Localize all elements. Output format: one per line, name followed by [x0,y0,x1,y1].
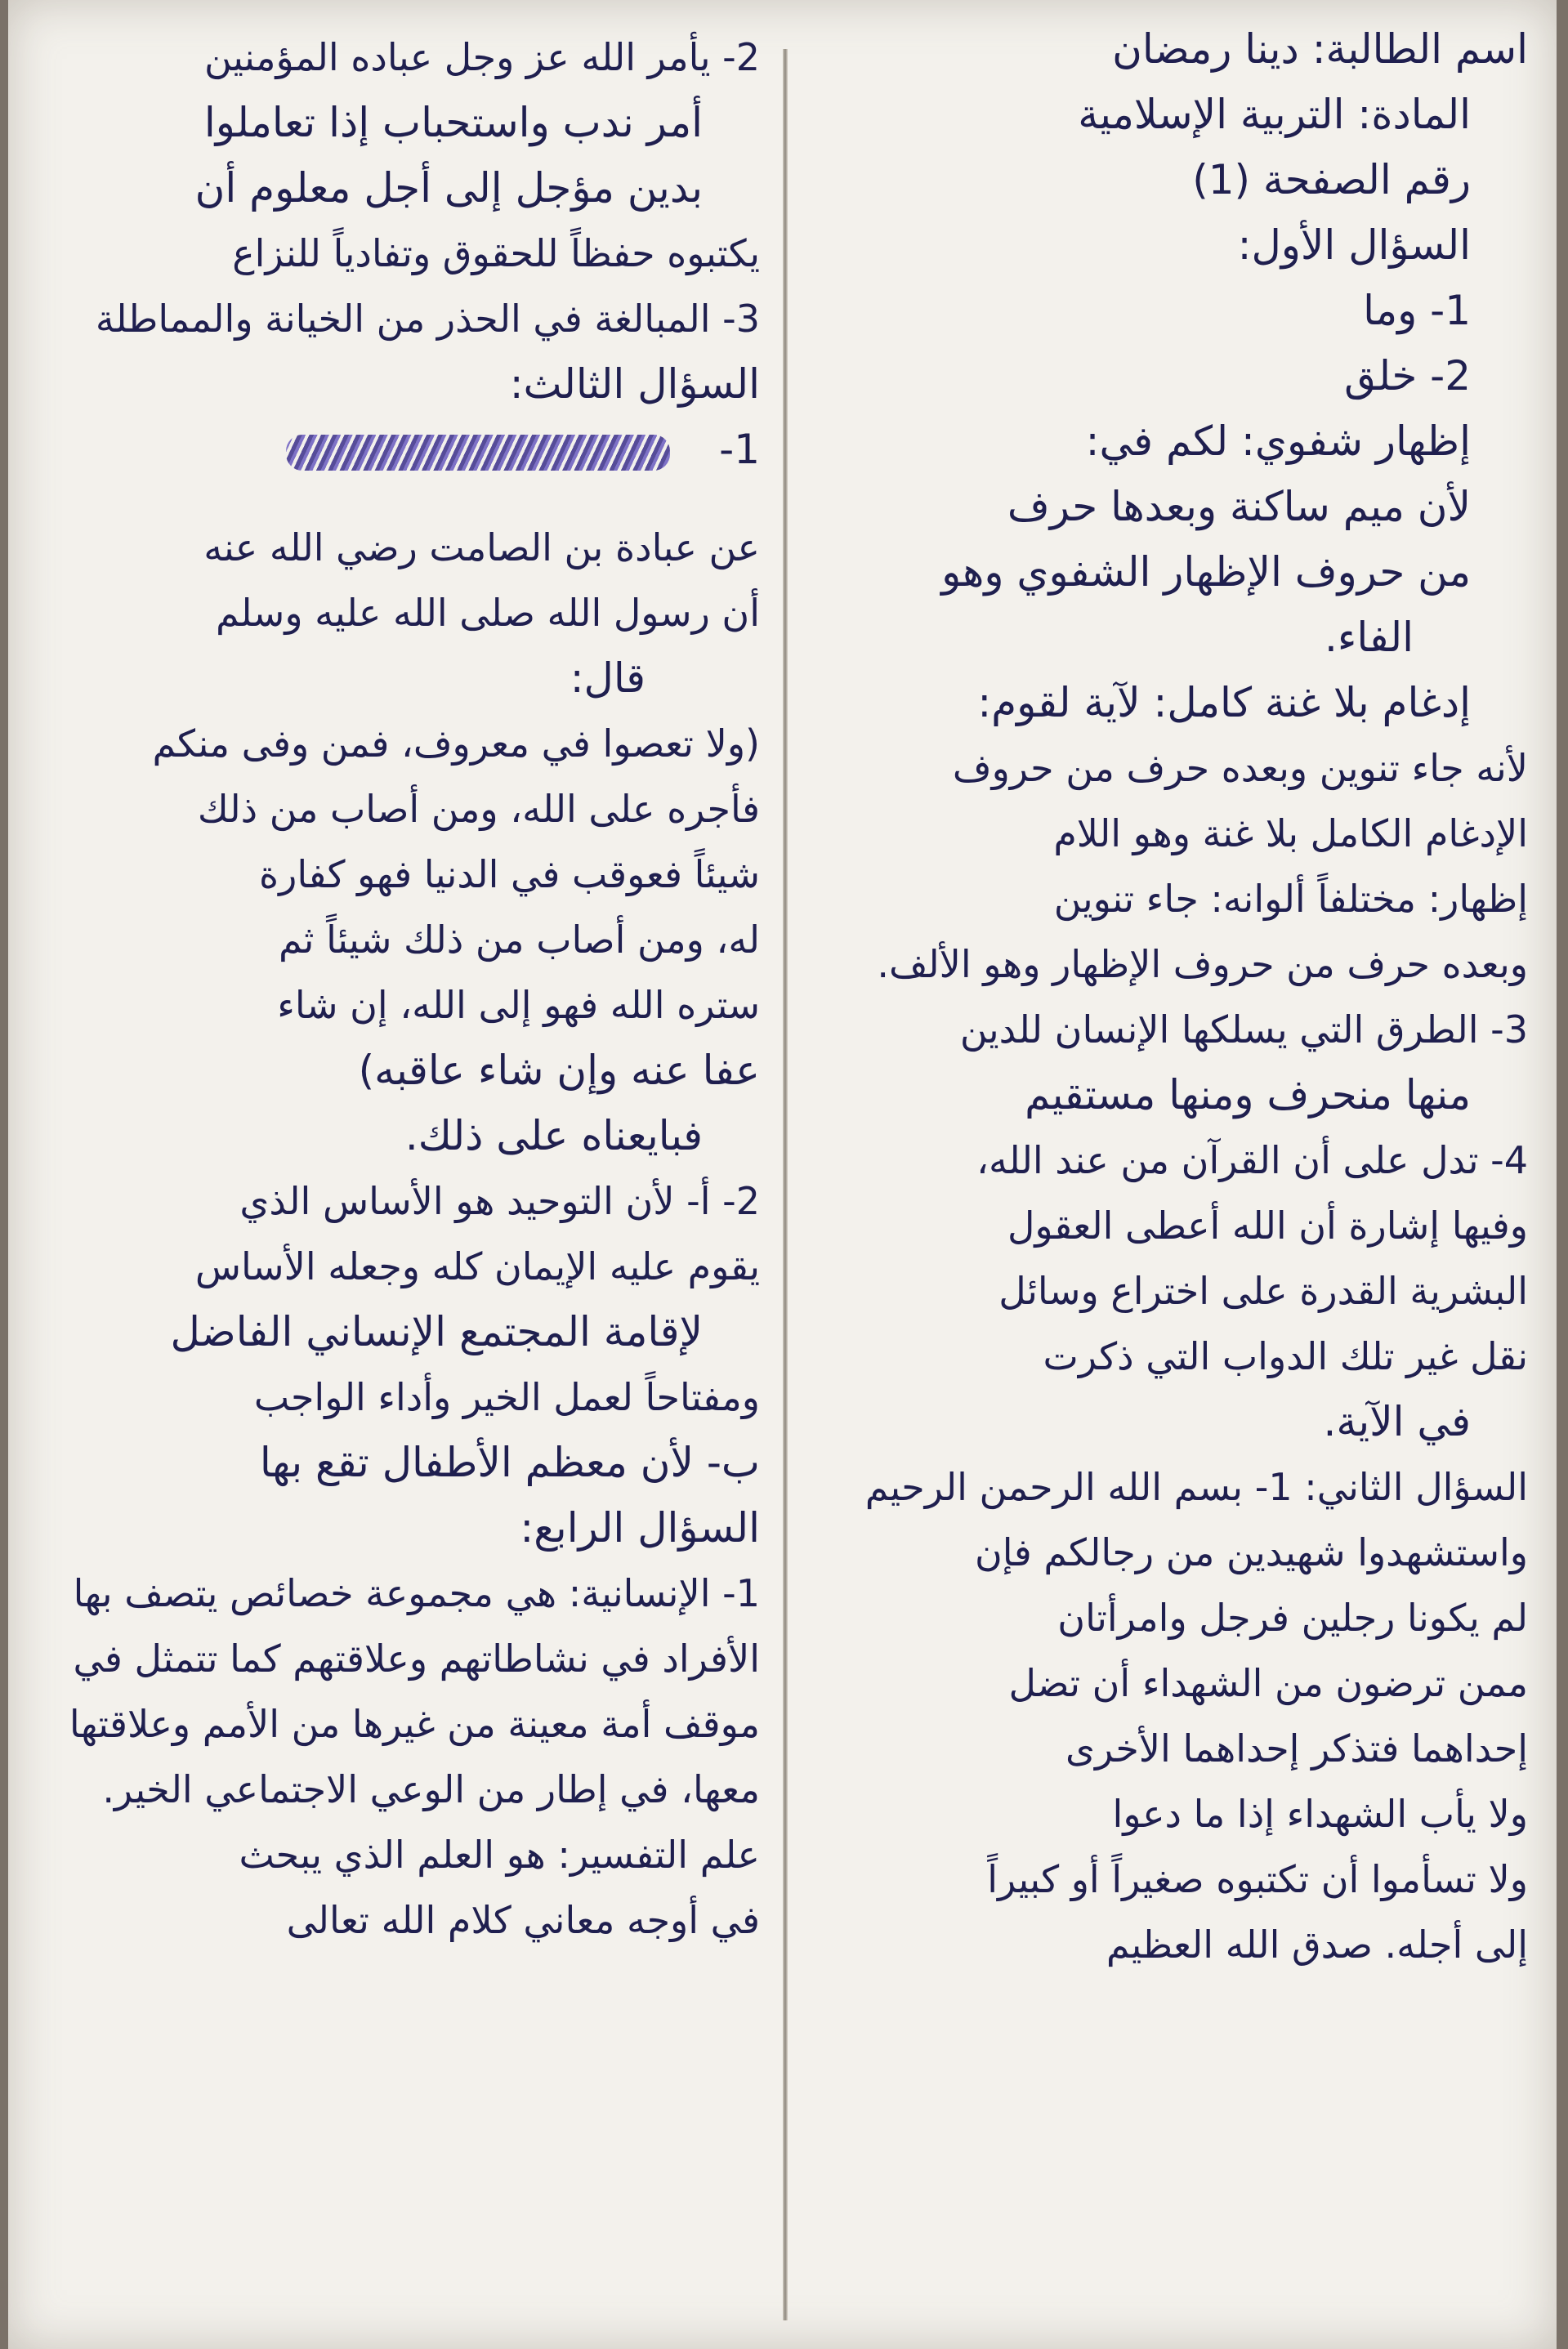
verse-line: ممن ترضون من الشهداء أن تضل [1008,1661,1528,1705]
answer-number [57,417,760,482]
right-column [817,0,1536,2349]
answer-line: لأنه جاء تنوين وبعده حرف من حروف [952,746,1528,790]
question-two-heading: السؤال الثاني: 1- بسم الله الرحمن الرحيم [864,1465,1528,1509]
verse-line: لم يكونا رجلين فرجل وامرأتان [1057,1596,1528,1640]
page-fold [783,49,788,2320]
page-number-line: رقم الصفحة (1) [1192,156,1471,203]
hadith-line: فبايعناه على ذلك. [404,1112,703,1159]
subject-line: المادة: التربية الإسلامية [1078,91,1471,138]
answer-line: بدين مؤجل إلى أجل معلوم أن [194,164,703,212]
hadith-line: قال: [570,654,646,702]
hadith-line: عفا عنه وإن شاء عاقبه) [358,1047,760,1094]
answer-line: الفاء. [1324,614,1414,661]
hadith-line: عن عبادة بن الصامت رضي الله عنه [203,525,760,569]
answer-line: نقل غير تلك الدواب التي ذكرت [1043,1334,1528,1378]
answer-line: 4- تدل على أن القرآن من عند الله، [976,1138,1528,1182]
answer-line: 1- الإنسانية: هي مجموعة خصائص يتصف بها [73,1571,760,1615]
verse-line: إلى أجله. صدق الله العظيم [1106,1923,1528,1967]
answer-line: معها، في إطار من الوعي الاجتماعي الخير. [102,1767,760,1811]
answer-line: الأفراد في نشاطاتهم وعلاقتهم كما تتمثل في [73,1637,760,1681]
verse-line: إحداهما فتذكر إحداهما الأخرى [1065,1726,1528,1771]
hadith-line: له، ومن أصاب من ذلك شيئاً ثم [279,918,760,962]
hadith-line: شيئاً فعوقب في الدنيا فهو كفارة [259,852,760,896]
answer-line: لإقامة المجتمع الإنساني الفاضل [170,1308,703,1355]
answer-line: يكتبوه حفظاً للحقوق وتفادياً للنزاع [232,231,760,275]
answer-line: أمر ندب واستحباب إذا تعاملوا [203,99,703,146]
left-column [41,0,768,2349]
verse-line: ولا تسأموا أن تكتبوه صغيراً أو كبيراً [987,1857,1528,1901]
dot-mark-row [57,482,760,515]
answer-line: في أوجه معاني كلام الله تعالى [286,1898,760,1942]
answer-line: ومفتاحاً لعمل الخير وأداء الواجب [253,1375,760,1419]
answer-line: إظهار: مختلفاً ألوانه: جاء تنوين [1053,877,1528,921]
question-four-heading: السؤال الرابع: [520,1504,760,1552]
answer-line: منها منحرف ومنها مستقيم [1025,1071,1471,1119]
answer-number-label: 1- [719,426,760,473]
answer-line: وبعده حرف من حروف الإظهار وهو الألف. [877,942,1528,986]
answer-line: وفيها إشارة أن الله أعطى العقول [1007,1204,1528,1248]
hadith-line: ستره الله فهو إلى الله، إن شاء [277,983,760,1027]
answer-line: موقف أمة معينة من غيرها من الأمم وعلاقتها [69,1702,760,1746]
hadith-line: (ولا تعصوا في معروف، فمن وفى منكم [152,721,760,766]
crossed-out-scribble [286,435,670,471]
question-one-heading: السؤال الأول: [1237,221,1471,269]
answer-line: الإدغام الكامل بلا غنة وهو اللام [1053,811,1528,855]
notebook-page [8,0,1557,2349]
answer-line: 3- الطرق التي يسلكها الإنسان للدين [959,1007,1528,1052]
answer-line: يقوم عليه الإيمان كله وجعله الأساس [194,1244,760,1288]
hadith-line: فأجره على الله، ومن أصاب من ذلك [197,787,760,831]
answer-line: 2- يأمر الله عز وجل عباده المؤمنين [204,35,760,79]
answer-line: علم التفسير: هو العلم الذي يبحث [239,1833,760,1877]
hadith-line: أن رسول الله صلى الله عليه وسلم [215,591,760,635]
answer-line: البشرية القدرة على اختراع وسائل [998,1269,1528,1313]
answer-line: 2- خلق [1344,352,1471,400]
verse-line: واستشهدوا شهيدين من رجالكم فإن [974,1530,1528,1574]
verse-line: ولا يأب الشهداء إذا ما دعوا [1112,1792,1528,1836]
answer-line: 1- وما [1363,287,1471,334]
answer-line: 3- المبالغة في الحذر من الخيانة والمماطلة [95,297,760,341]
answer-line: إدغام بلا غنة كامل: لآية لقوم: [977,679,1471,726]
answer-line: 2- أ- لأن التوحيد هو الأساس الذي [239,1179,760,1223]
answer-line: ب- لأن معظم الأطفال تقع بها [259,1439,760,1486]
student-name-line: اسم الطالبة: دينا رمضان [1112,25,1528,73]
answer-line: إظهار شفوي: لكم في: [1085,418,1471,465]
answer-line: في الآية. [1323,1398,1471,1445]
answer-line: لأن ميم ساكنة وبعدها حرف [1007,483,1471,530]
question-three-heading: السؤال الثالث: [509,360,760,408]
answer-line: من حروف الإظهار الشفوي وهو [941,548,1471,596]
